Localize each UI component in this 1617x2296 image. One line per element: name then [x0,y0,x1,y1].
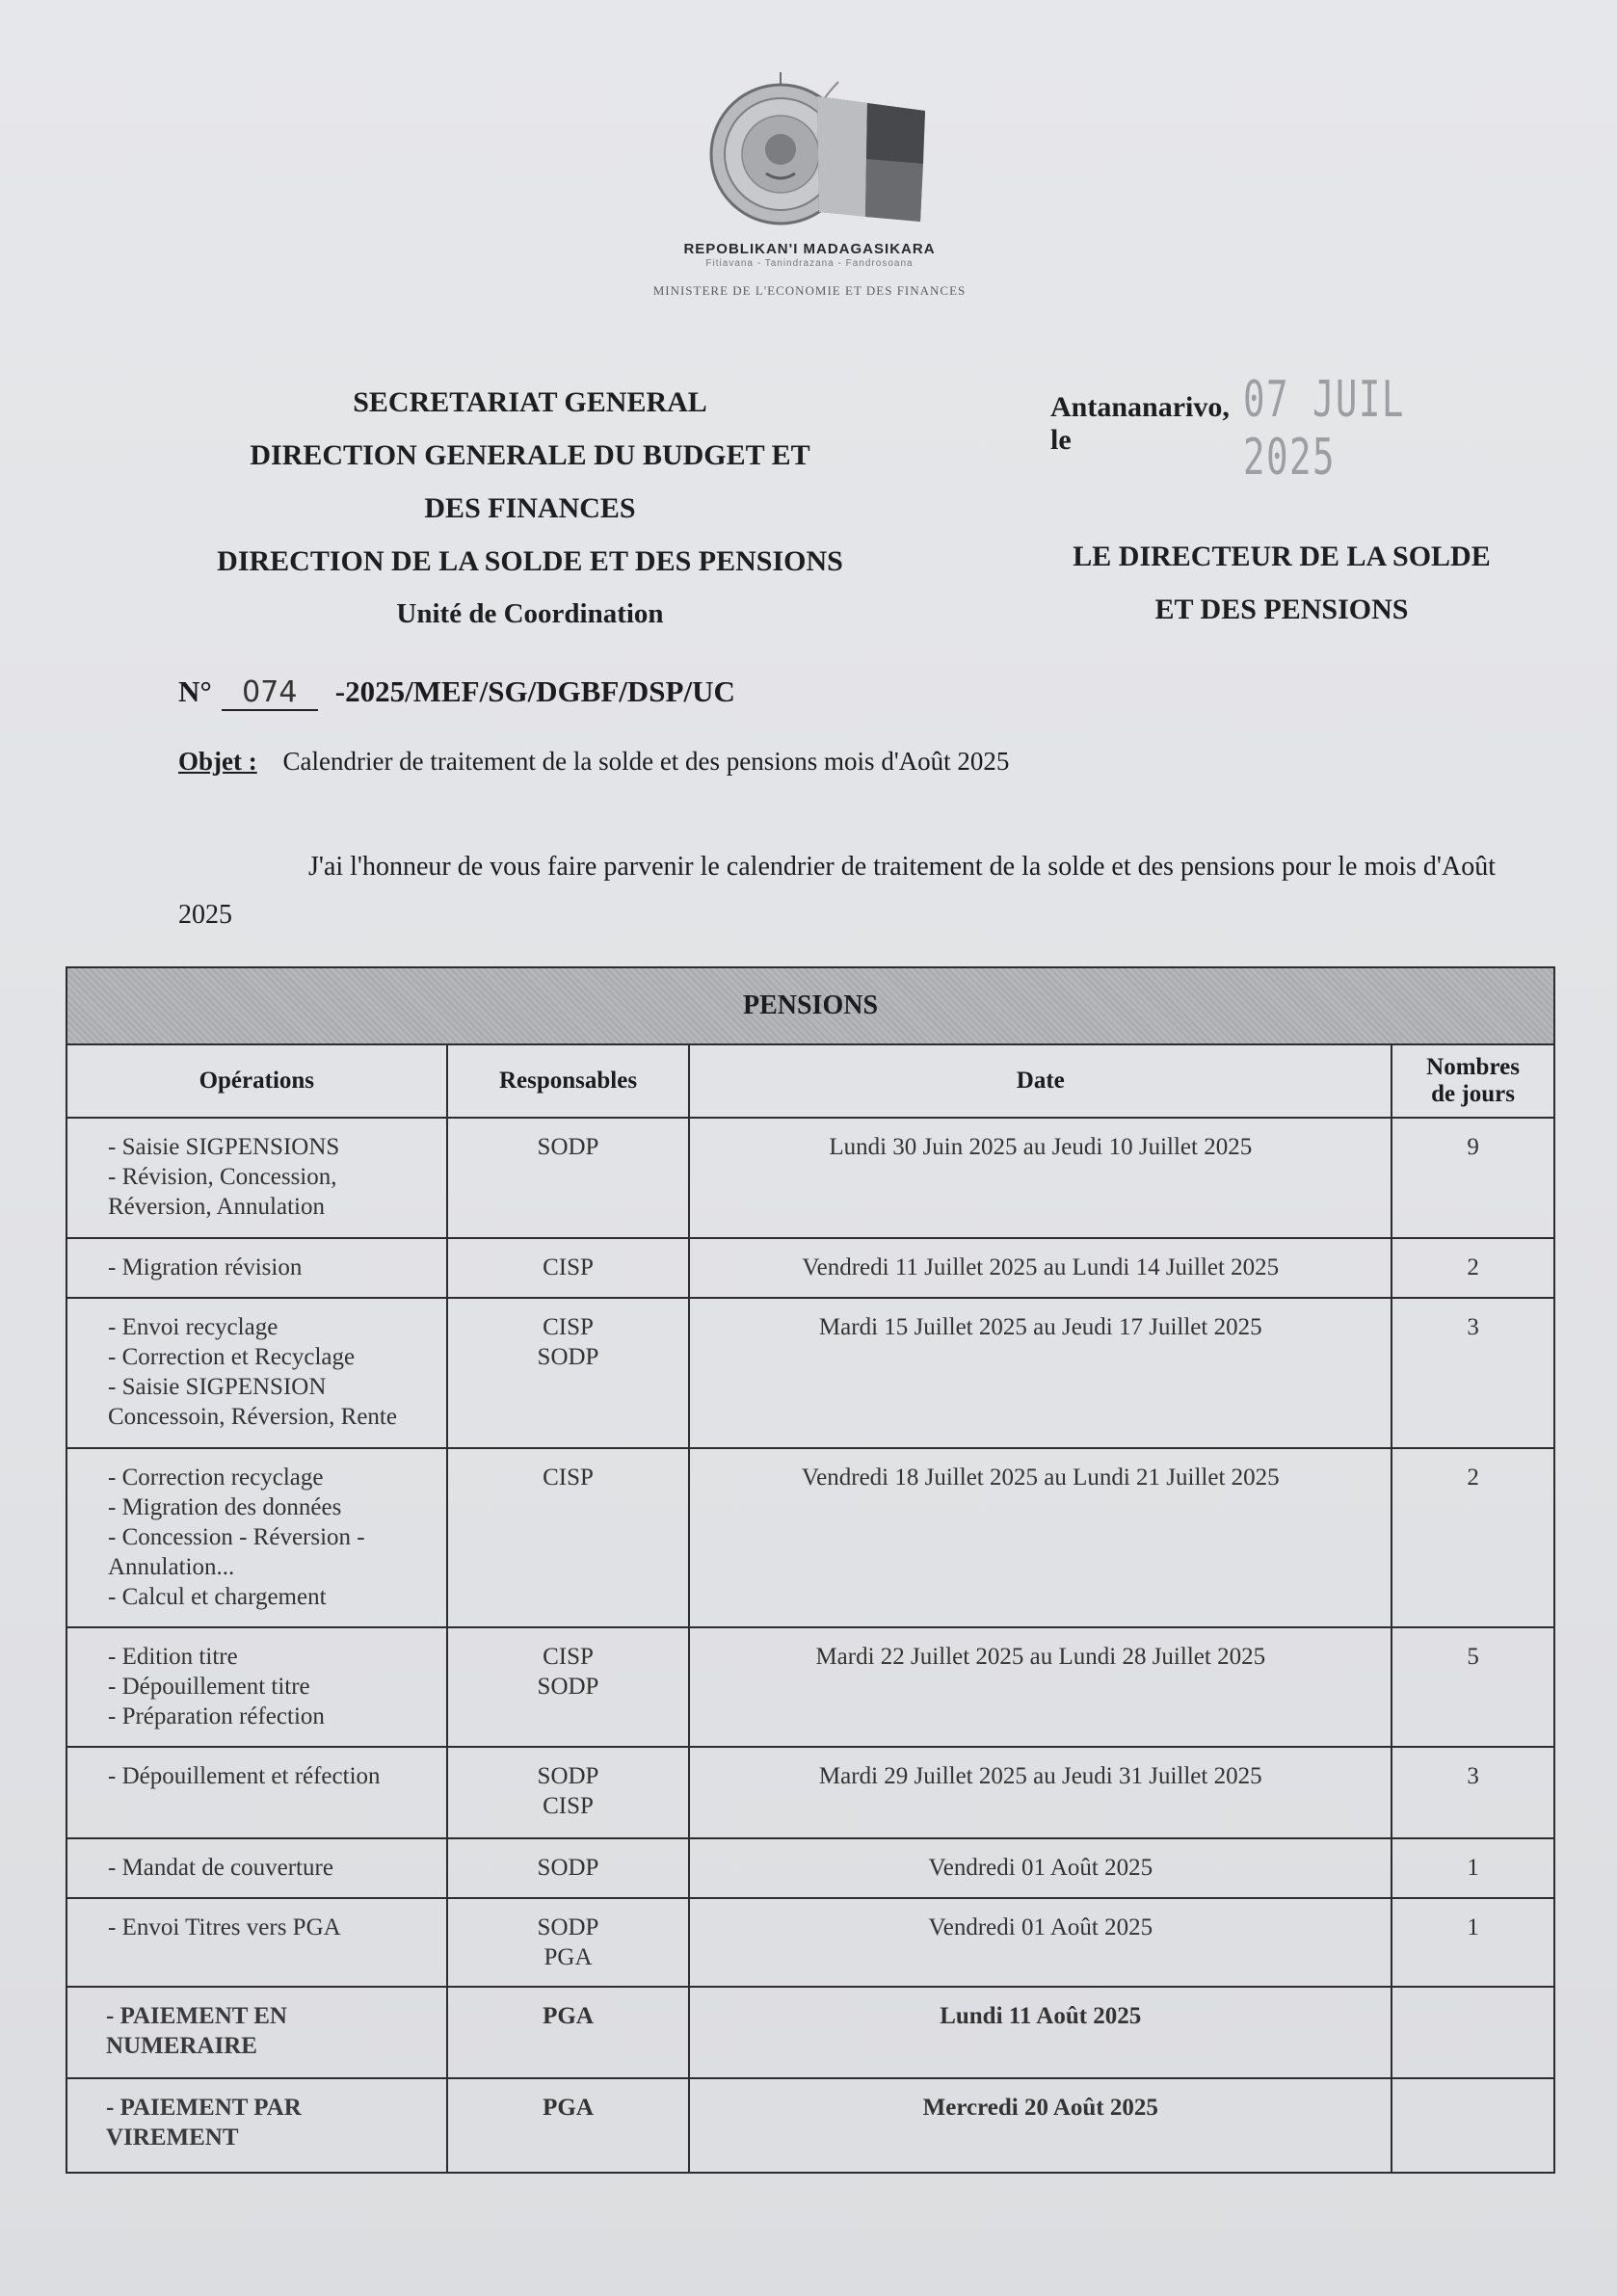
cell-date: Vendredi 11 Juillet 2025 au Lundi 14 Juillet 2025 [689,1238,1392,1298]
operation-line: - Préparation réfection [108,1703,325,1729]
responsable-name: SODP [537,1344,599,1370]
recipient-title [1002,530,1561,636]
table-row [66,1118,1554,1238]
cell-operations [66,1238,447,1298]
operation-line: - Dépouillement et réfection [108,1763,381,1789]
cell-date: Lundi 30 Juin 2025 au Jeudi 10 Juillet 2025 [689,1118,1392,1238]
operation-line: NUMERAIRE [106,2033,257,2059]
responsable-name: PGA [543,2003,594,2029]
cell-date: Vendredi 01 Août 2025 [689,1838,1392,1898]
operation-line: Annulation... [108,1554,235,1580]
reference-number [178,674,735,711]
responsable-name: PGA [543,2095,594,2121]
cell-responsables [447,1448,690,1627]
sender-line-5: Unité de Coordination [396,598,664,629]
responsable-name: CISP [543,1644,594,1670]
operation-line: - Calcul et chargement [108,1584,327,1610]
cell-operations [66,2078,447,2173]
table-caption: PENSIONS [66,967,1554,1044]
responsable-name: SODP [537,1134,599,1160]
operation-line: Concessoin, Réversion, Rente [108,1404,397,1430]
table-row [66,1298,1554,1448]
table-row [66,1838,1554,1898]
reference-handwritten-number: 074 [222,675,318,711]
place-date [1050,371,1561,487]
table-row [66,1898,1554,1987]
cell-date: Vendredi 18 Juillet 2025 au Lundi 21 Juillet 2025 [689,1448,1392,1627]
operation-line: - Correction et Recyclage [108,1344,356,1370]
operation-line: - Mandat de couverture [108,1855,333,1881]
pensions-calendar-table [66,966,1555,2174]
cell-operations [66,1298,447,1448]
cell-operations [66,1987,447,2078]
cell-responsables [447,1838,690,1898]
cell-responsables [447,1747,690,1838]
cell-nombre-jours: 2 [1392,1448,1554,1627]
reference-suffix: -2025/MEF/SG/DGBF/DSP/UC [334,674,735,708]
sender-line-4: DIRECTION DE LA SOLDE ET DES PENSIONS [217,545,843,577]
operation-line: - Migration des données [108,1494,342,1520]
header-responsables: Responsables [447,1044,690,1118]
responsable-name: CISP [543,1254,594,1280]
header-nb-line-1: Nombres [1426,1054,1520,1080]
operation-line: - Edition titre [108,1644,238,1670]
republic-emblem [675,53,935,246]
cell-responsables [447,1238,690,1298]
operation-line: - Concession - Réversion - [108,1524,365,1550]
responsable-name: CISP [543,1793,594,1819]
cell-responsables [447,1118,690,1238]
responsable-name: CISP [543,1314,594,1340]
table-row [66,1448,1554,1627]
cell-nombre-jours: 5 [1392,1627,1554,1747]
operation-line: - Révision, Concession, [108,1164,337,1190]
responsable-name: SODP [537,1763,599,1789]
responsable-name: SODP [537,1855,599,1881]
sender-line-1: SECRETARIAT GENERAL [353,386,707,418]
responsable-name: CISP [543,1465,594,1491]
republic-motto: Fitiavana - Tanindrazana - Fandrosoana [705,258,914,269]
operation-line: - Saisie SIGPENSION [108,1374,327,1400]
ministry-name: MINISTERE DE L'ECONOMIE ET DES FINANCES [652,283,967,298]
responsable-name: SODP [537,1914,599,1940]
date-stamp: 07 JUIL 2025 [1242,371,1405,487]
recipient-block [1002,371,1561,636]
reference-prefix: N° [178,674,212,708]
operation-line: - Migration révision [108,1254,303,1280]
operation-line: - PAIEMENT EN [106,2003,287,2029]
header-nb-jours [1392,1044,1554,1118]
cell-date: Vendredi 01 Août 2025 [689,1898,1392,1987]
operation-line: VIREMENT [106,2124,239,2151]
operation-line: - Saisie SIGPENSIONS [108,1134,340,1160]
subject-label: Objet : [178,747,257,776]
cell-nombre-jours: 3 [1392,1747,1554,1838]
cell-operations [66,1118,447,1238]
sender-line-3: DES FINANCES [424,492,636,524]
operation-line: Réversion, Annulation [108,1194,325,1220]
operation-line: - Envoi recyclage [108,1314,278,1340]
operation-line: - Correction recyclage [108,1465,324,1491]
cell-nombre-jours [1392,2078,1554,2173]
sender-line-2: DIRECTION GENERALE DU BUDGET ET [250,439,810,471]
header-date: Date [689,1044,1392,1118]
cell-nombre-jours: 1 [1392,1898,1554,1987]
cell-date: Mercredi 20 Août 2025 [689,2078,1392,2173]
header-operations: Opérations [66,1044,447,1118]
subject-text: Calendrier de traitement de la solde et des pensions mois d'Août 2025 [282,747,1010,776]
cell-operations [66,1627,447,1747]
operation-line: - Dépouillement titre [108,1674,310,1700]
cell-responsables [447,2078,690,2173]
table-row [66,1627,1554,1747]
cell-date: Mardi 15 Juillet 2025 au Jeudi 17 Juillet 2025 [689,1298,1392,1448]
cell-nombre-jours: 9 [1392,1118,1554,1238]
table-row [66,2078,1554,2173]
cell-responsables [447,1987,690,2078]
city-label: Antananarivo, le [1050,391,1230,456]
responsable-name: SODP [537,1674,599,1700]
table-row [66,1238,1554,1298]
subject-line [178,747,1009,777]
cell-responsables [447,1298,690,1448]
table-row [66,1747,1554,1838]
sender-block [145,376,915,641]
cell-date: Mardi 29 Juillet 2025 au Jeudi 31 Juillet 2025 [689,1747,1392,1838]
cell-responsables [447,1627,690,1747]
recipient-line-2: ET DES PENSIONS [1154,594,1409,625]
operation-line: - Envoi Titres vers PGA [108,1914,341,1940]
cell-nombre-jours: 1 [1392,1838,1554,1898]
cell-date: Lundi 11 Août 2025 [689,1987,1392,2078]
table-row [66,1987,1554,2078]
header-nb-line-2: de jours [1431,1081,1515,1107]
cell-operations [66,1898,447,1987]
republic-name: REPOBLIKAN'I MADAGASIKARA [683,241,936,257]
cell-operations [66,1747,447,1838]
recipient-line-1: LE DIRECTEUR DE LA SOLDE [1073,541,1491,572]
cell-operations [66,1838,447,1898]
intro-paragraph: J'ai l'honneur de vous faire parvenir le calendrier de traitement de la solde et des pensions pour le mois d'Août 2025 [178,852,1496,930]
responsable-name: PGA [543,1944,593,1970]
cell-nombre-jours [1392,1987,1554,2078]
operation-line: - PAIEMENT PAR [106,2095,302,2121]
cell-operations [66,1448,447,1627]
cell-nombre-jours: 3 [1392,1298,1554,1448]
cell-date: Mardi 22 Juillet 2025 au Lundi 28 Juillet 2025 [689,1627,1392,1747]
cell-nombre-jours: 2 [1392,1238,1554,1298]
table-body [66,1118,1554,2173]
cell-responsables [447,1898,690,1987]
